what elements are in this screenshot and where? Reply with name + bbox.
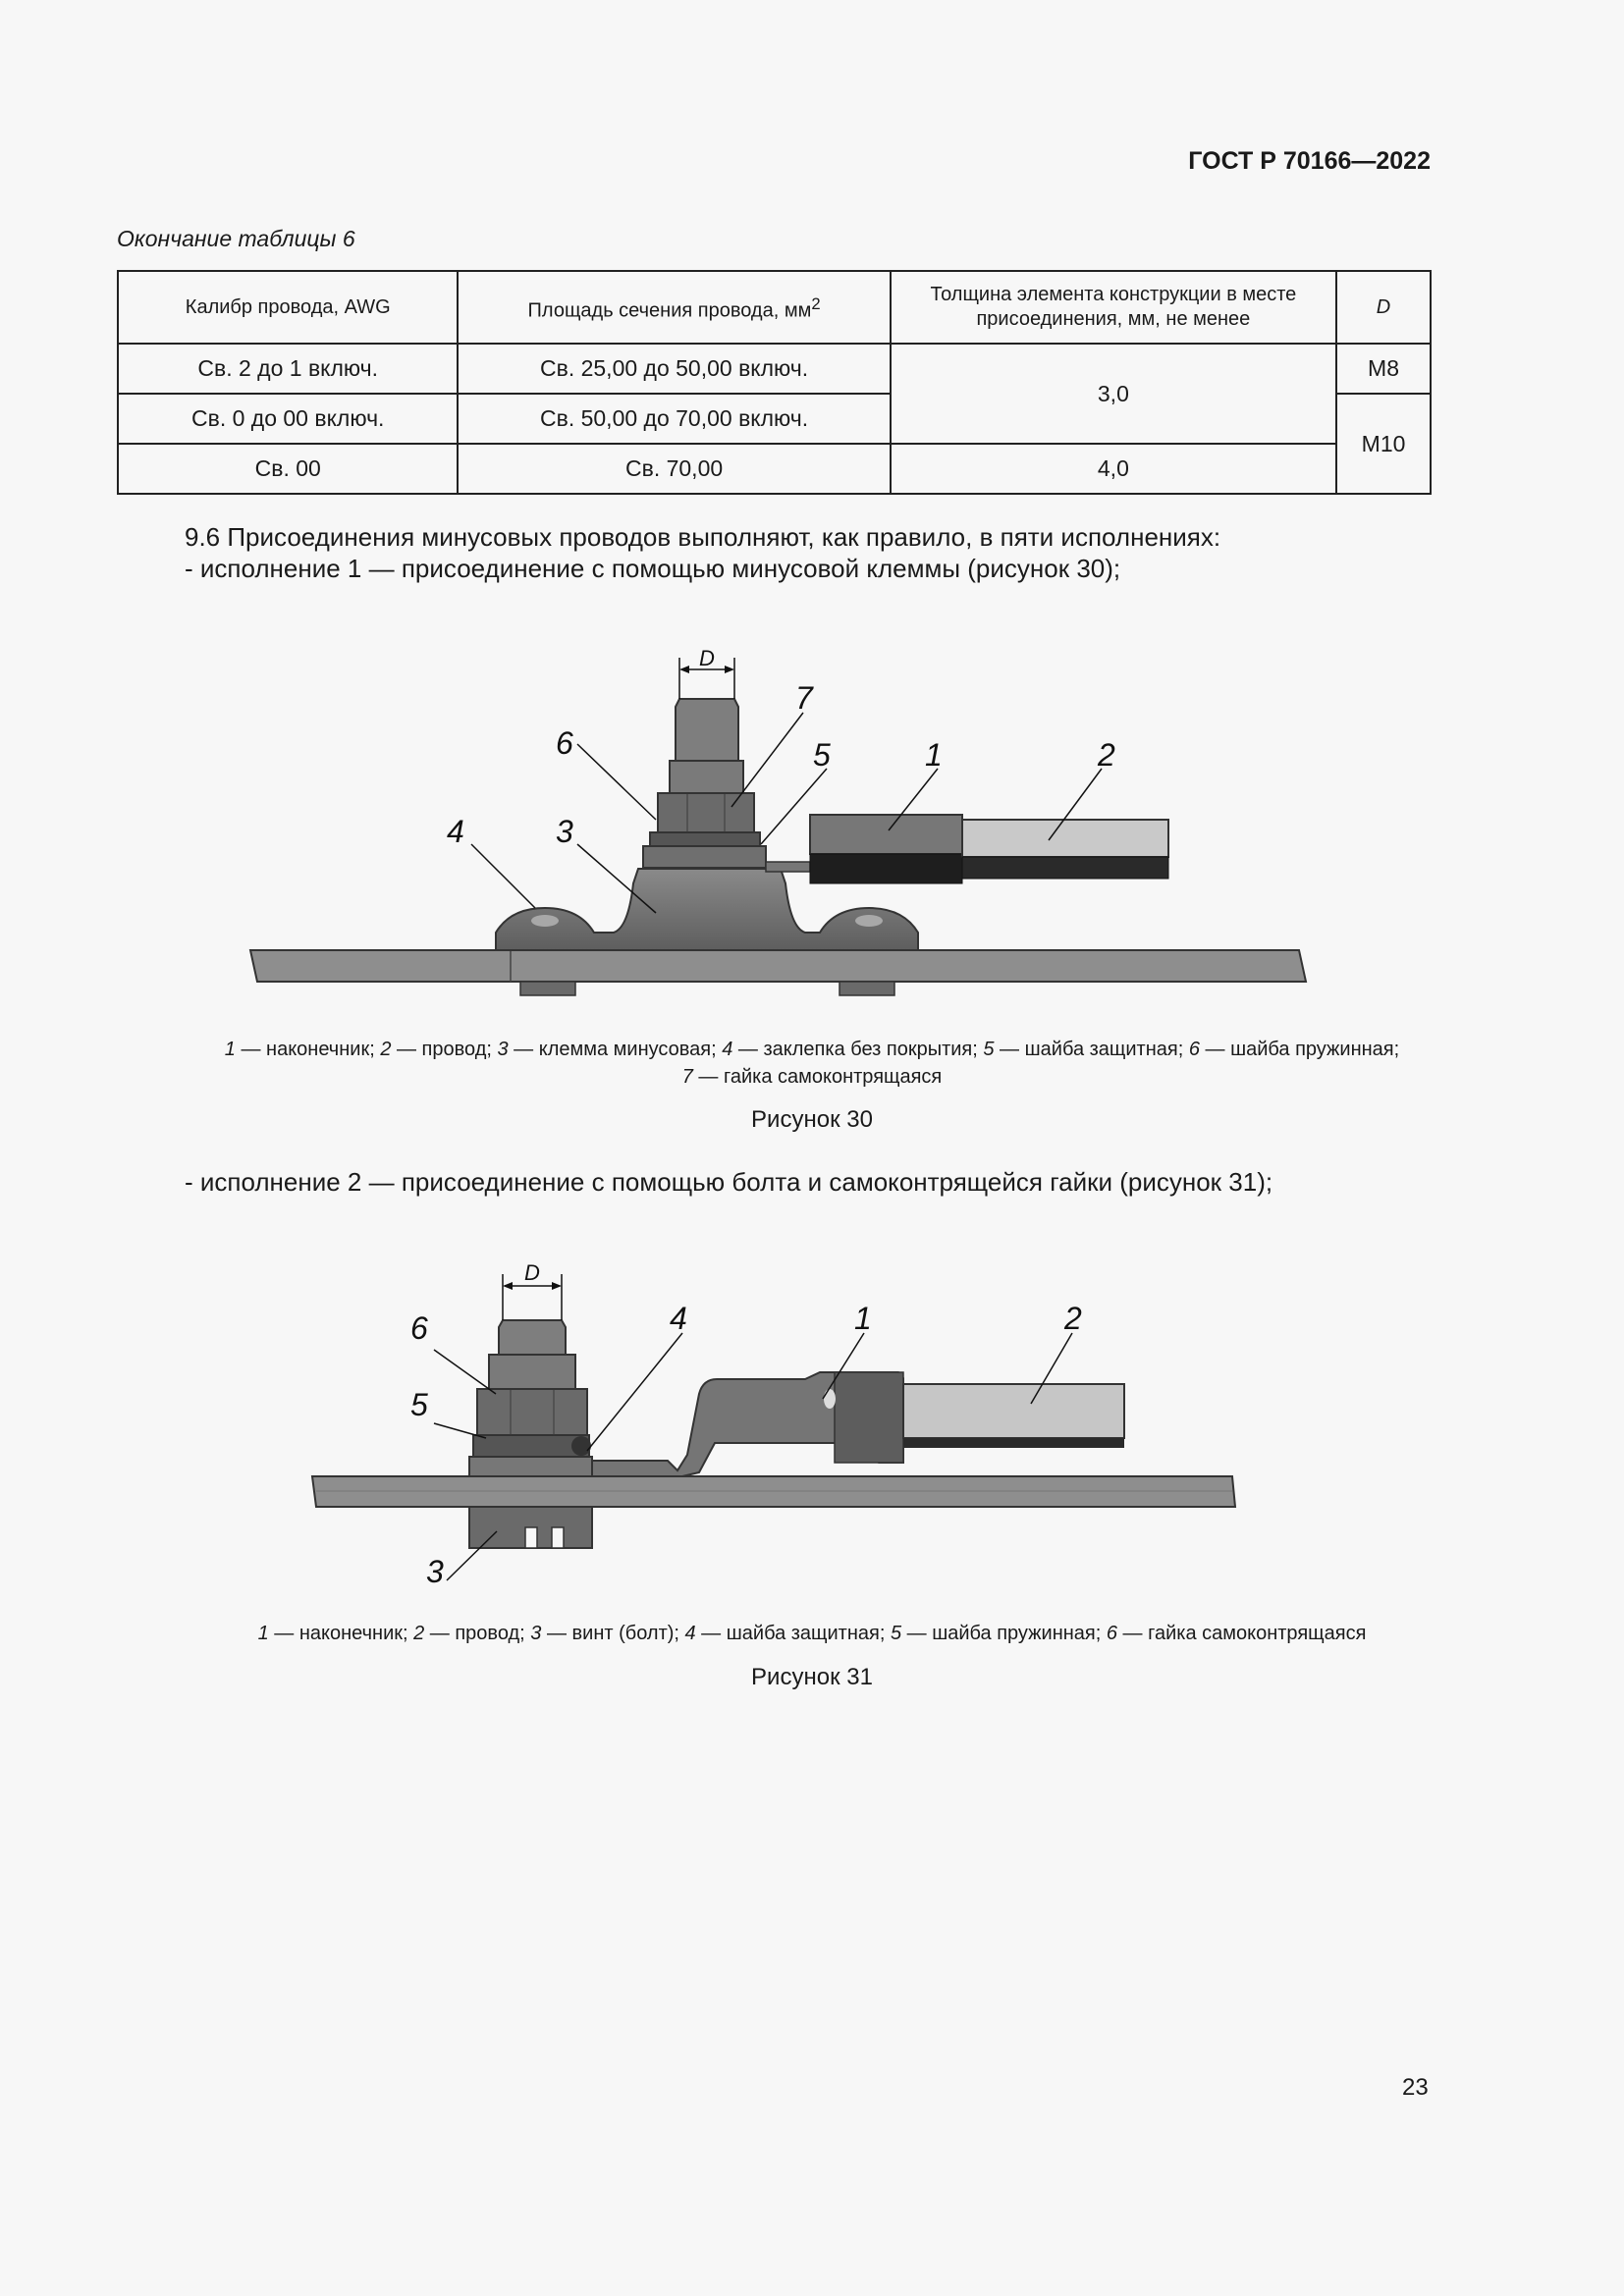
wire [903, 1384, 1124, 1438]
paragraph-9-6: 9.6 Присоединения минусовых проводов выполняют, как правило, в пяти исполнениях: [185, 522, 1221, 552]
legend-item: 1 — наконечник; [257, 1623, 414, 1644]
lug-shadow [810, 854, 962, 883]
legend-item: 2 — провод; [380, 1039, 498, 1060]
legend-item: 7 — гайка самоконтрящаяся [681, 1066, 943, 1088]
label-4: 4 [670, 1301, 687, 1336]
lug-body [810, 815, 962, 854]
label-6: 6 [556, 725, 573, 761]
page-number: 23 [1402, 2074, 1429, 2101]
table-6 [117, 270, 1432, 495]
figure-31-legend [98, 1620, 1526, 1647]
figure-31-caption: Рисунок 31 [751, 1664, 873, 1690]
cell-area: Св. 25,00 до 50,00 включ. [458, 344, 890, 394]
figure-30-legend [98, 1036, 1526, 1091]
legend-item: 4 — заклепка без покрытия; [722, 1039, 984, 1060]
bullet-variant-1: - исполнение 1 — присоединение с помощью минусовой клеммы (рисунок 30); [185, 554, 1121, 583]
legend-item: 2 — провод; [413, 1623, 531, 1644]
wire [962, 820, 1168, 857]
rivet-bottom-right [839, 982, 894, 995]
label-7: 7 [795, 680, 813, 716]
self-locking-nut [658, 793, 754, 832]
th-area: Площадь сечения провода, $мм^2$ [458, 271, 890, 344]
cell-awg: Св. 0 до 00 включ. [118, 394, 458, 444]
th-d: D [1336, 271, 1431, 344]
figure-30-drawing [0, 628, 1624, 1011]
spring-washer [650, 832, 760, 846]
document-header: ГОСТ Р 70166—2022 [1188, 147, 1431, 175]
protective-washer [469, 1457, 592, 1476]
self-locking-nut [477, 1389, 587, 1435]
cell-d: М10 [1336, 394, 1431, 494]
label-3: 3 [556, 814, 573, 849]
table-row [118, 344, 1431, 394]
cell-thickness: 3,0 [891, 344, 1336, 444]
bullet-variant-2: - исполнение 2 — присоединение с помощью болта и самоконтрящейся гайки (рисунок 31); [185, 1167, 1273, 1197]
label-5: 5 [813, 737, 831, 773]
legend-item: 6 — гайка самоконтрящаяся [1106, 1623, 1367, 1644]
cell-d: М8 [1336, 344, 1431, 394]
figure-31-drawing [0, 1242, 1624, 1605]
th-thickness: Толщина элемента конструкции в месте присоединения, мм, не менее [891, 271, 1336, 344]
legend-item: 1 — наконечник; [224, 1039, 381, 1060]
label-1: 1 [854, 1301, 872, 1336]
label-2: 2 [1098, 737, 1115, 773]
cell-awg: Св. 2 до 1 включ. [118, 344, 458, 394]
cell-area: Св. 50,00 до 70,00 включ. [458, 394, 890, 444]
legend-item: 6 — шайба пружинная; [1188, 1039, 1400, 1060]
stud [670, 761, 743, 793]
label-1: 1 [925, 737, 943, 773]
legend-item: 4 — шайба защитная; [684, 1623, 891, 1644]
table-header-row [118, 271, 1431, 344]
figure-30-caption: Рисунок 30 [751, 1106, 873, 1133]
th-awg: Калибр провода, AWG [118, 271, 458, 344]
label-5: 5 [410, 1387, 428, 1422]
rivet-bottom-left [520, 982, 575, 995]
label-3: 3 [426, 1554, 444, 1589]
cell-thickness: 4,0 [891, 444, 1336, 494]
legend-item: 5 — шайба защитная; [983, 1039, 1189, 1060]
legend-item: 5 — шайба пружинная; [890, 1623, 1107, 1644]
base-plate [250, 950, 1306, 982]
label-4: 4 [447, 814, 464, 849]
cell-area: Св. 70,00 [458, 444, 890, 494]
bolt-end [499, 1320, 566, 1355]
table-row [118, 444, 1431, 494]
label-2: 2 [1064, 1301, 1082, 1336]
dim-label-d: D [524, 1260, 540, 1285]
stud-top [676, 699, 738, 761]
cell-awg: Св. 00 [118, 444, 458, 494]
legend-item: 3 — клемма минусовая; [497, 1039, 723, 1060]
dim-label-d: D [699, 646, 715, 670]
table-caption: Окончание таблицы 6 [117, 226, 355, 251]
legend-item: 3 — винт (болт); [530, 1623, 685, 1644]
protective-washer [643, 846, 766, 868]
label-6: 6 [410, 1310, 428, 1346]
